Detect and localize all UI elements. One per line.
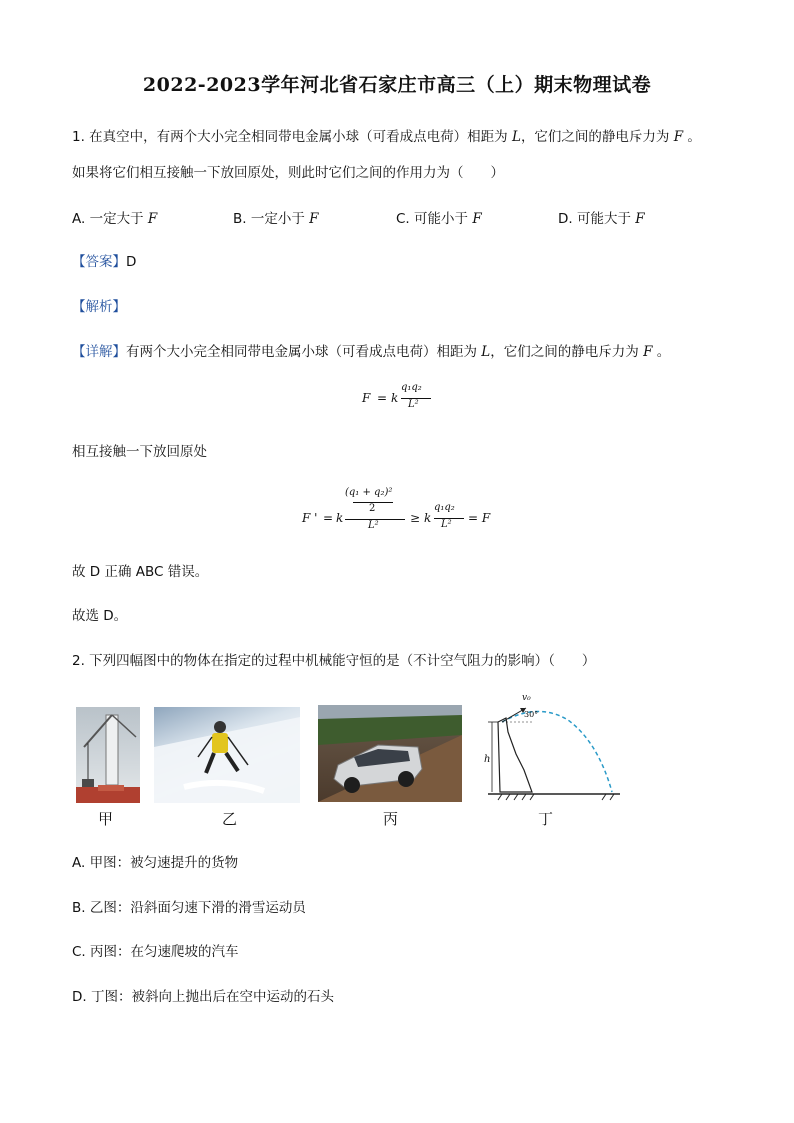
- q2-option-a[interactable]: A. 甲图：被匀速提升的货物: [72, 855, 239, 871]
- option-var: F: [635, 211, 645, 227]
- q1-stem-text-a: 1. 在真空中，有两个大小完全相同带电金属小球（可看成点电荷）相距为: [72, 129, 512, 145]
- f2-denominator2: L²: [441, 519, 452, 530]
- projectile-drawing: [478, 692, 622, 802]
- label-angle: 30°: [524, 710, 539, 719]
- detail-text-b: ，它们之间的静电斥力为: [490, 344, 644, 360]
- q1-after-formula: 相互接触一下放回原处: [72, 444, 207, 460]
- image-crane-cargo: [76, 707, 140, 803]
- f2-inner-numerator: (q₁ + q₂)²: [345, 487, 393, 498]
- detail-tag: 【详解】: [72, 344, 126, 360]
- option-var: F: [147, 211, 158, 227]
- option-label: B. 一定小于: [233, 211, 310, 227]
- q1-analysis: [72, 297, 126, 317]
- f1-lhs: F: [362, 391, 371, 405]
- option-label: D. 可能大于: [558, 211, 636, 227]
- q1-option-a[interactable]: [72, 207, 157, 227]
- q1-choose: 故选 D。: [72, 608, 128, 624]
- skier-drawing: [154, 707, 300, 803]
- var-F: F: [643, 344, 653, 360]
- option-label: C. 可能小于: [396, 211, 473, 227]
- q1-option-c[interactable]: [396, 207, 482, 227]
- q1-option-d[interactable]: [558, 207, 645, 227]
- caption-yi: 乙: [222, 810, 238, 828]
- image-car-slope: [318, 705, 462, 802]
- f2-numerator2: q₁q₂: [434, 502, 455, 513]
- f2-result: = F: [468, 511, 491, 525]
- f1-eq: =: [377, 391, 388, 405]
- f1-k: k: [391, 391, 399, 405]
- q2-option-d[interactable]: D. 丁图：被斜向上抛出后在空中运动的石头: [72, 989, 334, 1005]
- caption-bing: 丙: [383, 810, 399, 828]
- f2-eq: =: [323, 511, 334, 525]
- f2-lhs: F ': [302, 511, 318, 525]
- label-h: h: [484, 754, 491, 765]
- detail-text-c: 。: [652, 344, 671, 360]
- page-title: 2022-2023学年河北省石家庄市高三（上）期末物理试卷: [142, 74, 652, 96]
- f1-denominator: L²: [408, 399, 419, 410]
- option-label: A. 一定大于: [72, 211, 148, 227]
- f2-ge: ≥: [410, 511, 421, 525]
- q1-stem-line2: 如果将它们相互接触一下放回原处，则此时它们之间的作用力为（ ）: [72, 165, 504, 181]
- q1-stem-text-b: ，它们之间的静电斥力为: [520, 129, 674, 145]
- var-L: L: [511, 129, 521, 145]
- answer-value: D: [126, 254, 137, 270]
- option-var: F: [472, 211, 482, 227]
- caption-ding: 丁: [538, 810, 554, 828]
- f2-k2: k: [424, 511, 432, 525]
- analysis-tag: 【解析】: [72, 299, 126, 315]
- label-v0: v₀: [522, 693, 531, 703]
- detail-text-a: 有两个大小完全相同带电金属小球（可看成点电荷）相距为: [126, 344, 482, 360]
- q2-option-b[interactable]: B. 乙图：沿斜面匀速下滑的滑雪运动员: [72, 900, 306, 916]
- car-drawing: [318, 705, 462, 802]
- diagram-projectile: [478, 692, 622, 802]
- crane-drawing: [76, 707, 140, 803]
- image-skier: [154, 707, 300, 803]
- q1-option-b[interactable]: [233, 207, 319, 227]
- q2-option-c[interactable]: C. 丙图：在匀速爬坡的汽车: [72, 944, 239, 960]
- q1-stem-text-c: 。: [683, 129, 701, 145]
- f2-inner-denominator: 2: [369, 503, 376, 514]
- var-F: F: [673, 129, 684, 145]
- caption-jia: 甲: [98, 810, 114, 828]
- f1-numerator: q₁q₂: [401, 382, 422, 393]
- q1-detail: [72, 342, 670, 362]
- q2-stem: 2. 下列四幅图中的物体在指定的过程中机械能守恒的是（不计空气阻力的影响）（ ）: [72, 653, 596, 669]
- q1-conclusion: 故 D 正确 ABC 错误。: [72, 564, 209, 580]
- answer-tag: 【答案】: [72, 254, 126, 270]
- f2-denominator: L²: [368, 520, 379, 531]
- var-L: L: [481, 344, 491, 360]
- q1-answer: [72, 252, 136, 272]
- q1-stem-line1: [72, 127, 701, 147]
- f2-k: k: [336, 511, 344, 525]
- option-var: F: [309, 211, 319, 227]
